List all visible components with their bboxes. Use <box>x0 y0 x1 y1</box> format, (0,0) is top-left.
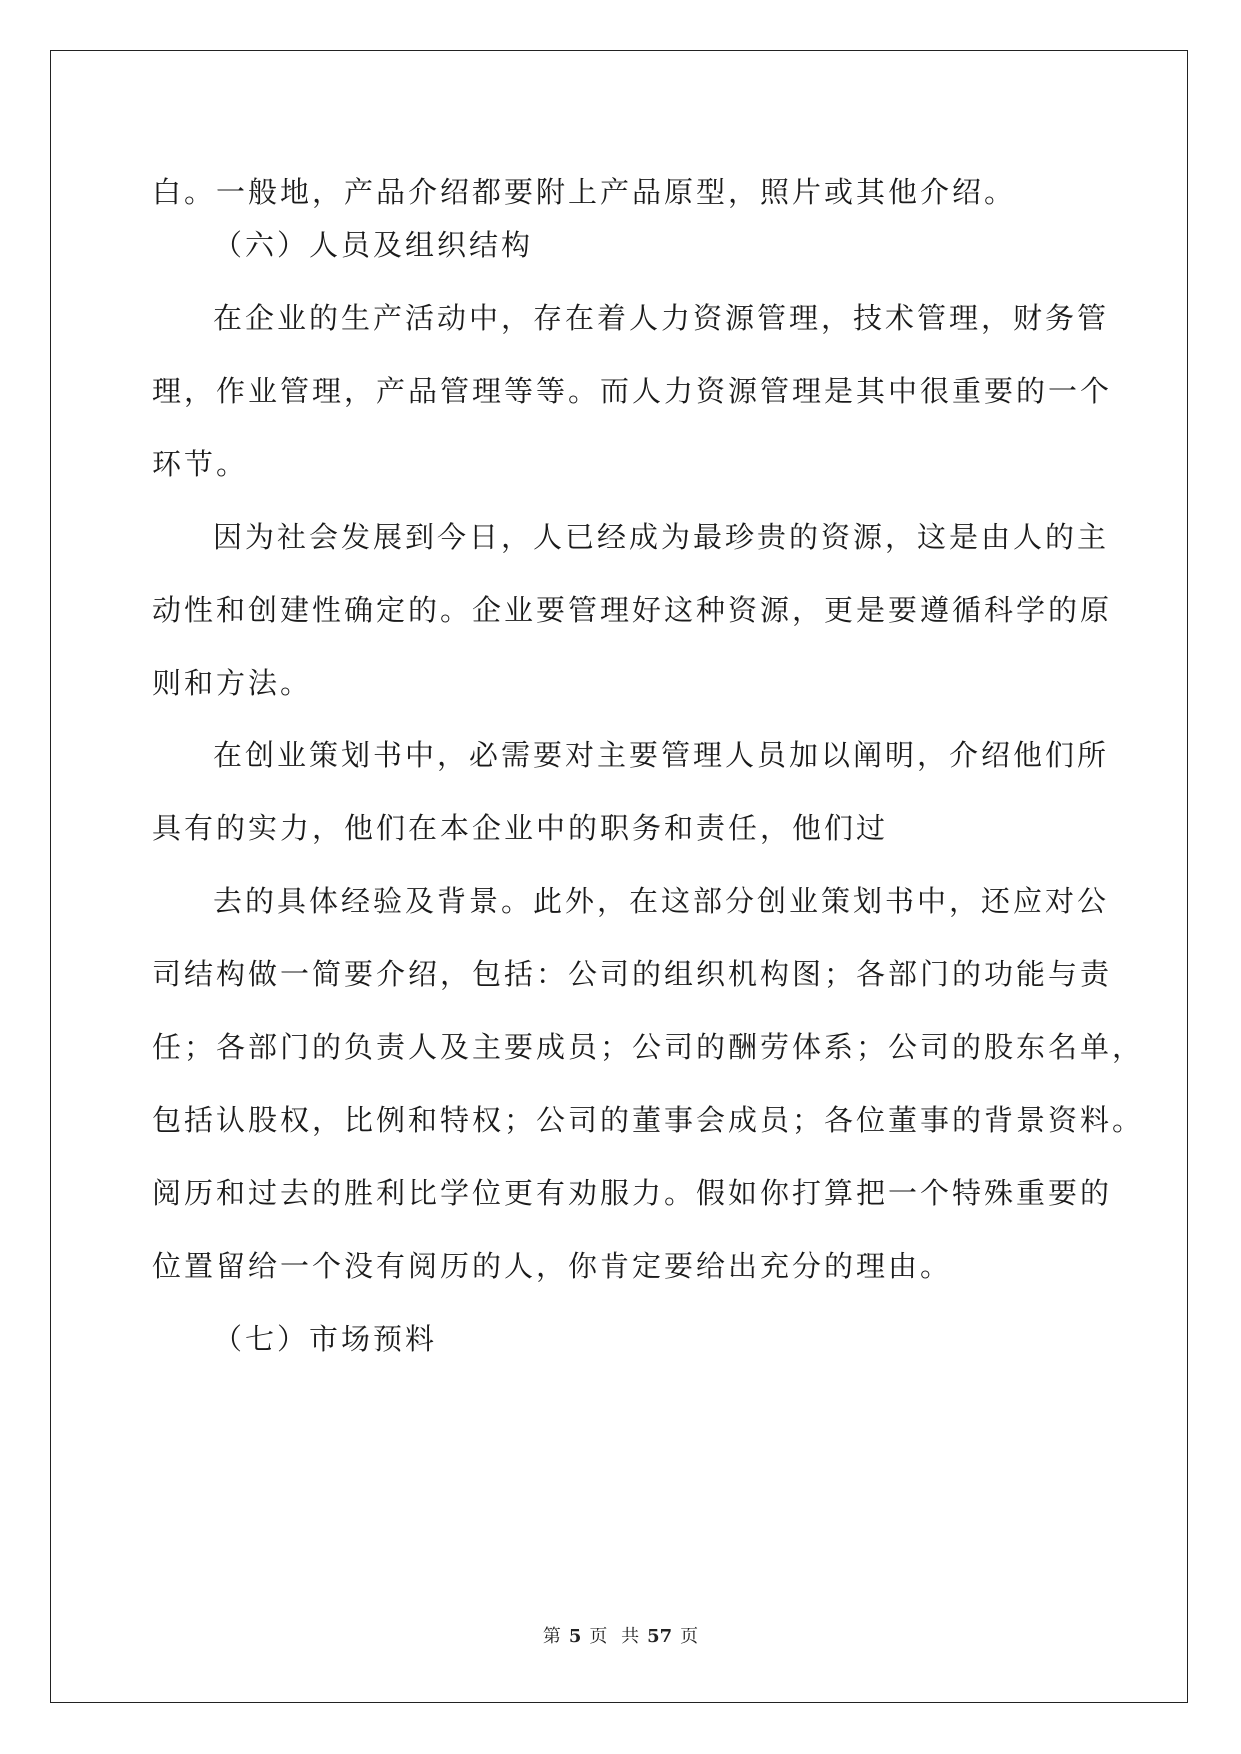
body-line: 在创业策划书中，必需要对主要管理人员加以阐明，介绍他们所 <box>213 738 1110 772</box>
section-heading: （七）市场预料 <box>213 1322 438 1356</box>
body-line: 因为社会发展到今日，人已经成为最珍贵的资源，这是由人的主 <box>213 520 1110 554</box>
section-heading: （六）人员及组织结构 <box>213 228 534 262</box>
body-line: 环节。 <box>152 447 249 481</box>
footer-page-suffix: 页 <box>589 1626 608 1647</box>
footer-total-suffix: 页 <box>680 1626 699 1647</box>
body-line: 动性和创建性确定的。企业要管理好这种资源，更是要遵循科学的原 <box>152 593 1113 627</box>
footer-total-prefix: 共 <box>621 1626 640 1647</box>
body-line: 理，作业管理，产品管理等等。而人力资源管理是其中很重要的一个 <box>152 374 1113 408</box>
body-line: 任；各部门的负责人及主要成员；公司的酬劳体系；公司的股东名单， <box>152 1030 1145 1064</box>
body-line: 包括认股权，比例和特权；公司的董事会成员；各位董事的背景资料。 <box>152 1103 1145 1137</box>
body-line: 位置留给一个没有阅历的人，你肯定要给出充分的理由。 <box>152 1249 953 1283</box>
body-line: 司结构做一简要介绍，包括：公司的组织机构图；各部门的功能与责 <box>152 957 1113 991</box>
body-line: 在企业的生产活动中，存在着人力资源管理，技术管理，财务管 <box>213 301 1110 335</box>
page-number: 5 <box>568 1626 582 1647</box>
body-line: 具有的实力，他们在本企业中的职务和责任，他们过 <box>152 811 889 845</box>
footer-prefix: 第 <box>542 1626 561 1647</box>
body-line: 去的具体经验及背景。此外，在这部分创业策划书中，还应对公 <box>213 884 1110 918</box>
total-pages: 57 <box>647 1626 673 1647</box>
body-line: 白。一般地，产品介绍都要附上产品原型，照片或其他介绍。 <box>152 175 1017 209</box>
page-footer <box>0 1622 1241 1648</box>
body-line: 阅历和过去的胜利比学位更有劝服力。假如你打算把一个特殊重要的 <box>152 1176 1113 1210</box>
body-line: 则和方法。 <box>152 666 313 700</box>
